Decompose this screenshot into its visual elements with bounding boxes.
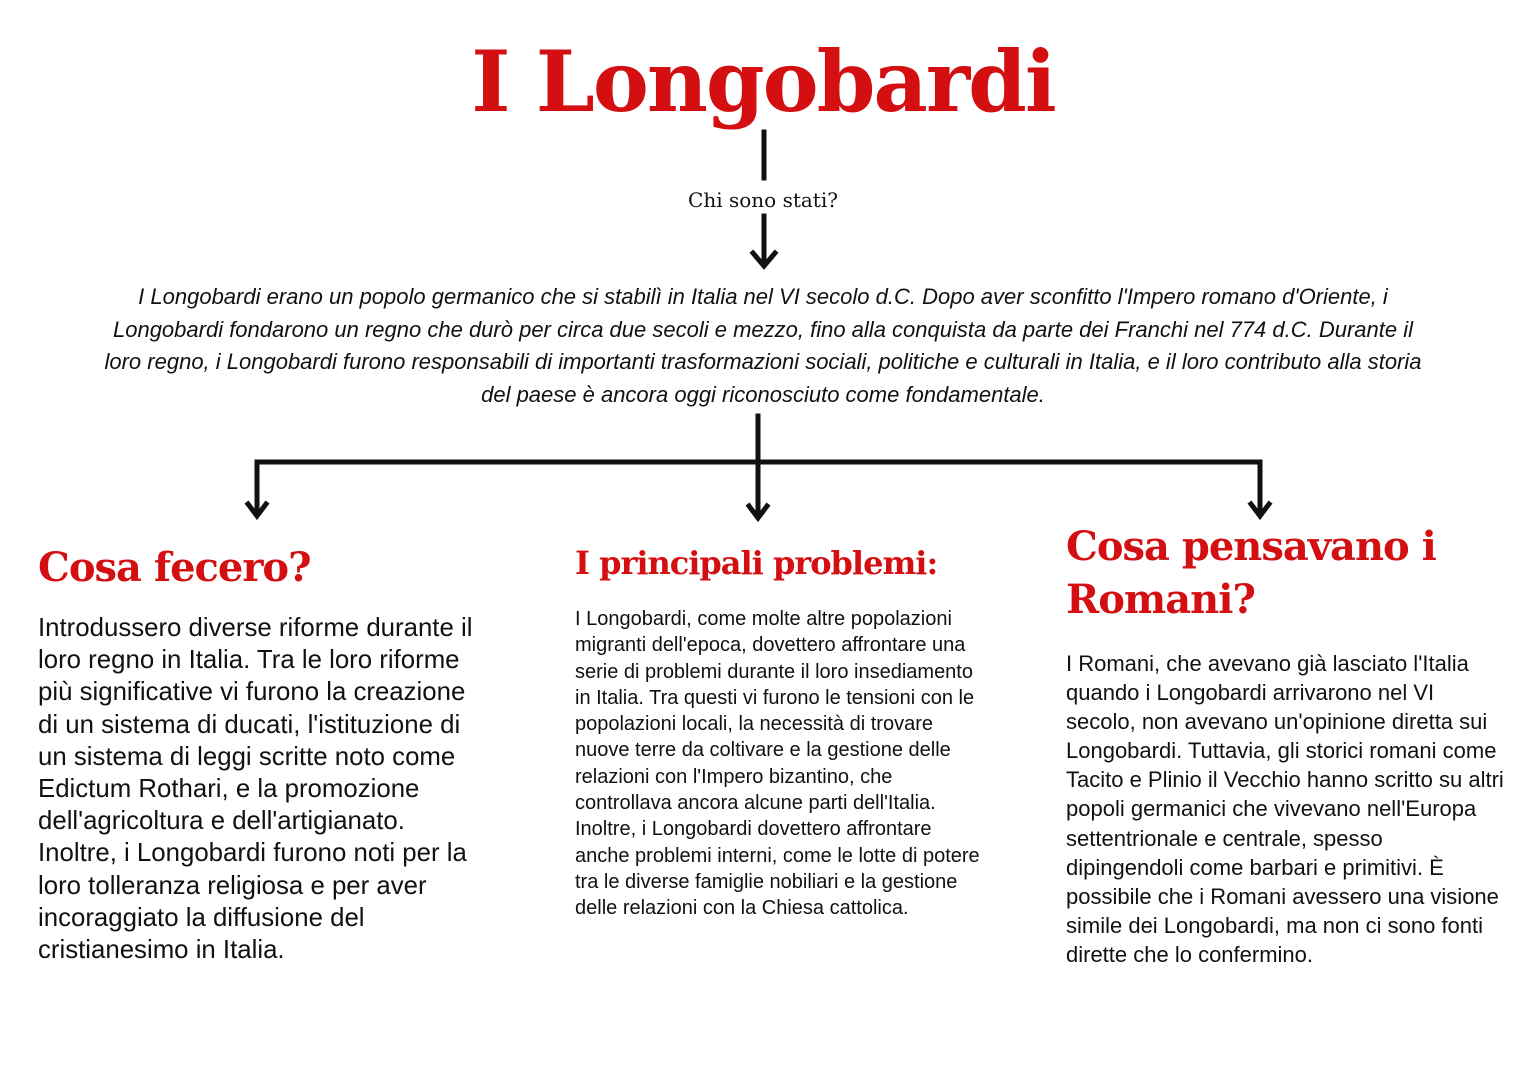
intro-paragraph: I Longobardi erano un popolo germanico che si stabilì in Italia nel VI secolo d.C. Dopo aver sconfitto l'Impero romano d'Oriente, i Longobardi fondarono un regno che durò per circa due secoli e mezzo, fino alla conquista da parte dei Franchi nel 774 d.C. Durante il loro regno, i Longobardi furono responsabili di importanti trasformazioni sociali, politiche e culturali in Italia, e il loro contributo alla storia del paese è ancora oggi riconosciuto come fondamentale. bbox=[104, 284, 1422, 407]
section-text-what-they-did: Introdussero diverse riforme durante il loro regno in Italia. Tra le loro riforme più significative vi furono la creazione di un sistema di ducati, l'istituzione di un sistema di leggi scritte noto come Edictum Rothari, e la promozione dell'agricoltura e dell'artigianato. Inoltre, i Longobardi furono noti per la loro tolleranza religiosa e per aver incoraggiato la diffusione del cristianesimo in Italia. bbox=[38, 614, 473, 965]
section-text-romans-opinion: I Romani, che avevano già lasciato l'Italia quando i Longobardi arrivarono nel VI secolo, non avevano un'opinione diretta sui Longobardi. Tuttavia, gli storici romani come Tacito e Plinio il Vecchio hanno scritto su altri popoli germanici che vivevano nell'Europa settentrionale e centrale, spesso dipingendoli come barbari e primitivi. È possibile che i Romani avessero una visione simile dei Longobardi, ma non ci sono fonti dirette che lo confermino. bbox=[1066, 651, 1504, 967]
question-label: Chi sono stati? bbox=[688, 188, 838, 212]
section-text-main-problems: I Longobardi, come molte altre popolazioni migranti dell'epoca, dovettero affrontare una serie di problemi durante il loro insediamento in Italia. Tra questi vi furono le tensioni con le popolazioni locali, la necessità di trovare nuove terre da coltivare e la gestione delle relazioni con l'Impero bizantino, che controllava ancora alcune parti dell'Italia. Inoltre, i Longobardi dovettero affrontare anche problemi interni, come le lotte di potere tra le diverse famiglie nobiliari e la gestione delle relazioni con la Chiesa cattolica. bbox=[575, 608, 980, 920]
section-title-what-they-did: Cosa fecero? bbox=[38, 544, 311, 591]
section-title-romans-line1: Cosa pensavano i bbox=[1066, 523, 1436, 570]
section-title-romans-line2: Romani? bbox=[1066, 576, 1255, 623]
page-title: I Longobardi bbox=[471, 32, 1055, 131]
section-title-main-problems: I principali problemi: bbox=[575, 544, 938, 582]
section-title-romans-opinion bbox=[1066, 520, 1436, 626]
